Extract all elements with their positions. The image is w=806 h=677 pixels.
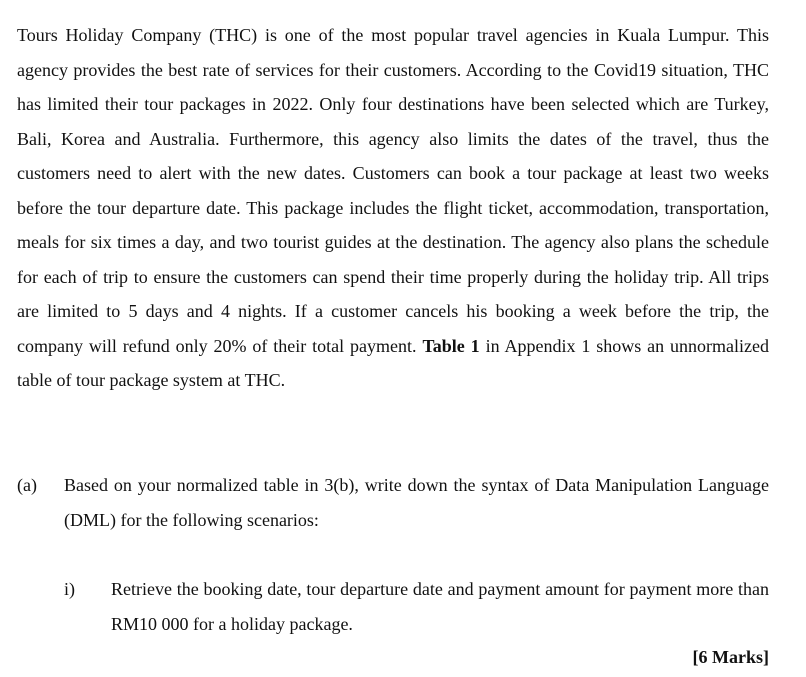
sub-question-i (64, 572, 769, 641)
sub-question-i-label: i) (64, 579, 75, 599)
sub-question-i-text: Retrieve the booking date, tour departure date and payment amount for payment more than RM10 000 for a holiday package. (111, 579, 769, 634)
intro-paragraph (17, 18, 769, 398)
intro-text-1: Tours Holiday Company (THC) is one of the most popular travel agencies in Kuala Lumpur. This agency provides the best rate of services for their customers. According to the Covid19 situation, THC has limited their tour packages in 2022. Only four destinations have been selected which are Turkey, Bali, Korea and Australia. Furthermore, this agency also limits the dates of the travel, thus the customers need to alert with the new dates. Customers can book a tour package at least two weeks before the tour departure date. This package includes the flight ticket, accommodation, transportation, meals for six times a day, and two tourist guides at the destination. The agency also plans the schedule for each of trip to ensure the customers can spend their time properly during the holiday trip. All trips are limited to 5 days and 4 nights. If a customer cancels his booking a week before the trip, the company will refund only 20% of their total payment. (17, 25, 769, 356)
intro-text-2: in Appendix 1 shows an unnormalized table of tour package system at THC. (17, 335, 769, 390)
question-a-label: (a) (17, 475, 37, 495)
marks-label: [6 Marks] (692, 647, 769, 667)
document-page (17, 18, 769, 667)
question-a (17, 468, 769, 537)
table-reference: Table 1 (422, 335, 480, 356)
question-a-text: Based on your normalized table in 3(b), write down the syntax of Data Manipulation Language (DML) for the following scenarios: (64, 475, 769, 530)
